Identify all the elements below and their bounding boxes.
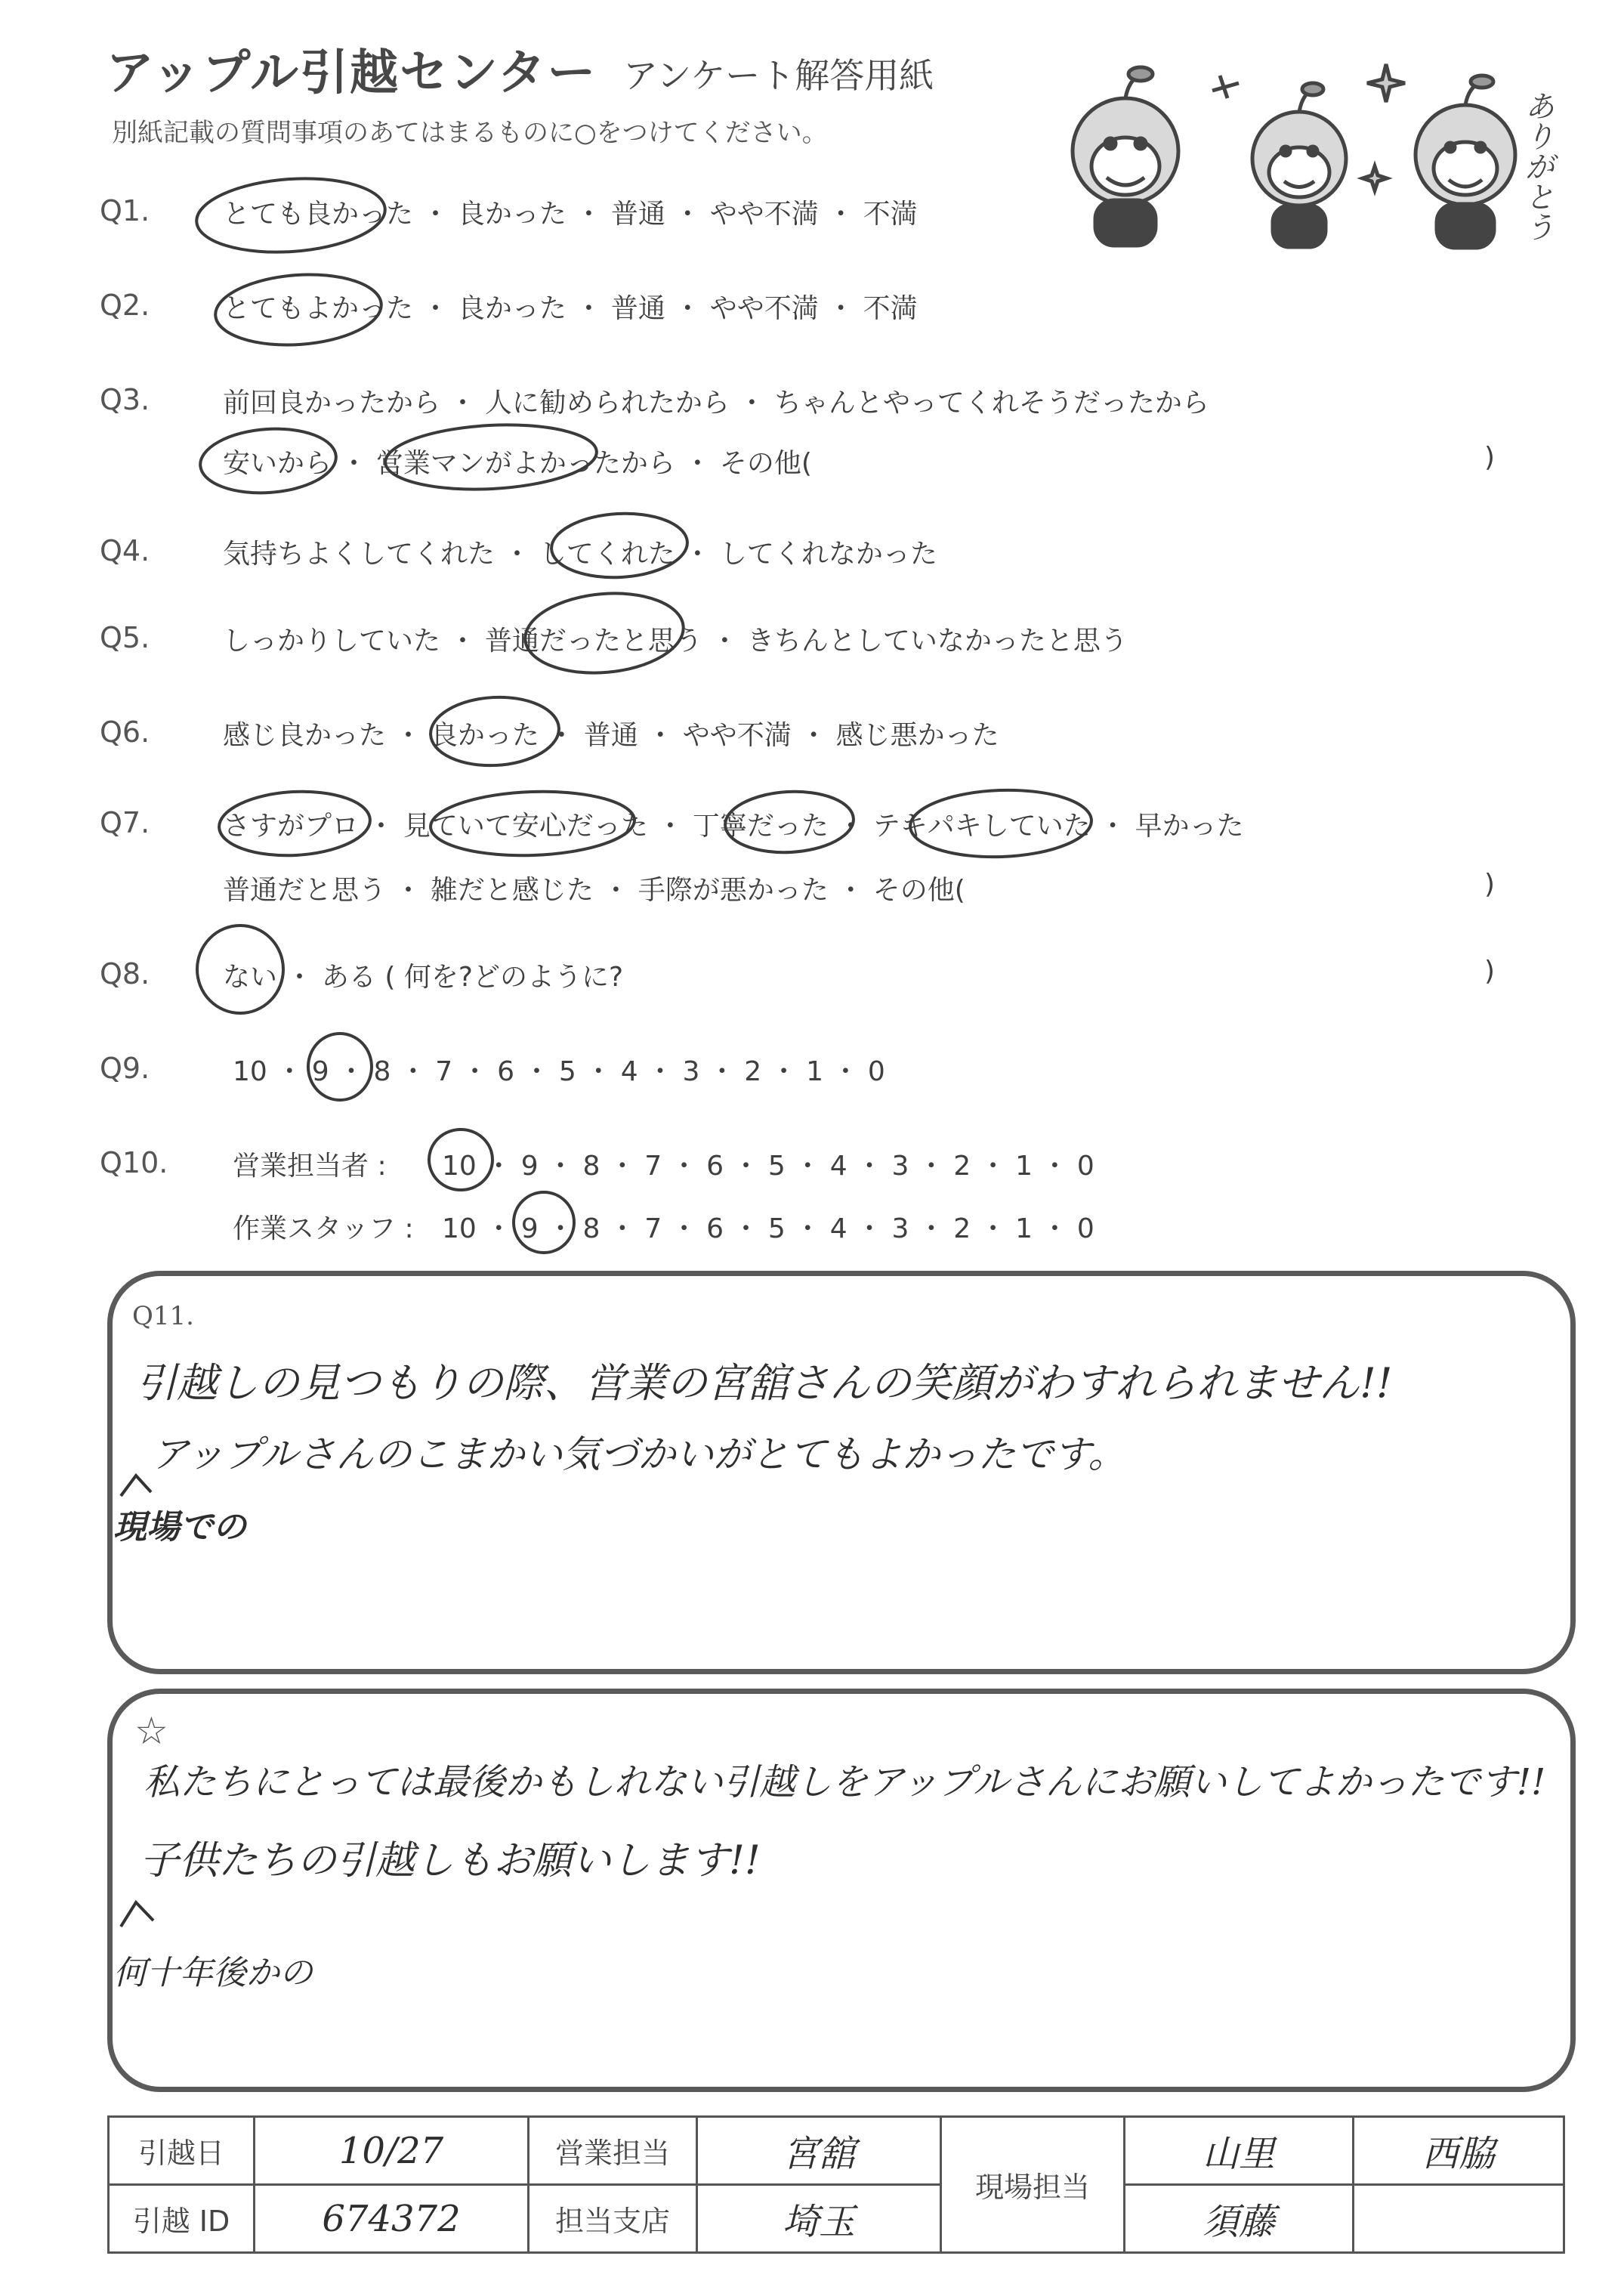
rating-option[interactable]: 9 bbox=[520, 1151, 539, 1182]
answer-option[interactable]: 感じ悪かった bbox=[835, 720, 999, 751]
option-separator: ・ bbox=[391, 1056, 436, 1087]
rating-option[interactable]: 3 bbox=[891, 1151, 909, 1182]
rating-option[interactable]: 0 bbox=[1076, 1213, 1095, 1244]
answer-option[interactable]: 普通だと思う bbox=[223, 875, 387, 906]
question-label: Q10. bbox=[100, 1146, 168, 1179]
option-separator: ・ bbox=[785, 1213, 830, 1244]
option-separator: ・ bbox=[702, 626, 747, 657]
option-separator: ・ bbox=[823, 1056, 868, 1087]
question-label: Q7. bbox=[100, 806, 150, 839]
option-separator: ・ bbox=[593, 875, 638, 906]
answer-option[interactable]: ない bbox=[223, 962, 278, 993]
move-id-label: 引越 ID bbox=[109, 2185, 255, 2253]
option-separator: ・ bbox=[909, 1151, 954, 1182]
answer-option[interactable]: 人に勧められたから bbox=[484, 388, 730, 419]
option-separator: ・ bbox=[267, 1056, 312, 1087]
option-separator: ・ bbox=[724, 1213, 768, 1244]
field-staff-4 bbox=[1354, 2185, 1564, 2253]
rating-option[interactable]: 10 bbox=[442, 1213, 477, 1244]
answer-option[interactable]: 丁寧だった bbox=[692, 811, 829, 842]
answer-option[interactable]: 前回良かったから bbox=[223, 388, 441, 419]
rating-option[interactable]: 6 bbox=[706, 1151, 724, 1182]
option-separator: ・ bbox=[386, 720, 431, 751]
answer-option[interactable]: やや不満 bbox=[682, 720, 792, 751]
question-options-row bbox=[223, 869, 965, 907]
answer-option[interactable]: 見ていて安心だった bbox=[403, 811, 648, 842]
option-separator: ・ bbox=[1090, 811, 1135, 842]
option-separator: ・ bbox=[514, 1056, 559, 1087]
answer-option[interactable]: ちゃんとやってくれそうだったから bbox=[773, 388, 1209, 419]
answer-option[interactable]: しっかりしていた bbox=[223, 626, 441, 657]
closing-paren: ) bbox=[1484, 956, 1496, 987]
page-title: アップル引越センター bbox=[106, 45, 597, 101]
option-separator: ・ bbox=[647, 811, 693, 842]
option-separator: ・ bbox=[1032, 1151, 1077, 1182]
rating-option[interactable]: 1 bbox=[1015, 1213, 1033, 1244]
extra-comment-box bbox=[107, 1689, 1576, 2092]
monkey-mascots-illustration bbox=[1042, 45, 1571, 257]
sales-rep-label: 営業担当 bbox=[529, 2117, 697, 2185]
option-separator: ・ bbox=[828, 811, 873, 842]
answer-option[interactable]: 9 bbox=[311, 1056, 329, 1087]
option-separator: ・ bbox=[476, 1213, 521, 1244]
q11-comment-line-2: アップルさんのこまかい気づかいがとてもよかったです。 bbox=[151, 1432, 1126, 1476]
option-separator: ・ bbox=[359, 811, 403, 842]
rating-option[interactable]: 5 bbox=[767, 1151, 786, 1182]
rating-option[interactable]: 8 bbox=[582, 1151, 601, 1182]
rating-option[interactable]: 7 bbox=[644, 1151, 662, 1182]
option-separator: ・ bbox=[818, 293, 863, 324]
option-separator: ・ bbox=[724, 1151, 768, 1182]
answer-option[interactable]: 営業マンがよかったから bbox=[375, 448, 675, 479]
move-info-table bbox=[107, 2115, 1565, 2254]
answer-option[interactable]: 早かった bbox=[1135, 811, 1244, 842]
question-options-row bbox=[223, 193, 918, 231]
extra-comment-line-1: 私たちにとっては最後かもしれない引越しをアップルさんにお願いしてよかったです!! bbox=[144, 1761, 1546, 1803]
answer-option[interactable]: 不満 bbox=[863, 199, 918, 230]
option-separator: ・ bbox=[566, 199, 611, 230]
answer-option[interactable]: 雑だと感じた bbox=[430, 875, 594, 906]
option-separator: ・ bbox=[785, 1151, 830, 1182]
rating-option[interactable]: 1 bbox=[1015, 1151, 1033, 1182]
answer-option[interactable]: とても良かった bbox=[223, 199, 414, 230]
answer-option[interactable]: 5 bbox=[558, 1056, 576, 1087]
answer-option[interactable]: さすがプロ bbox=[223, 811, 360, 842]
answer-option[interactable]: 普通 bbox=[610, 293, 665, 324]
option-separator: ・ bbox=[662, 1151, 707, 1182]
page-subtitle: アンケート解答用紙 bbox=[623, 55, 934, 96]
answer-option[interactable]: 安いから bbox=[223, 448, 332, 479]
option-separator: ・ bbox=[665, 199, 710, 230]
option-separator: ・ bbox=[413, 293, 458, 324]
answer-option[interactable]: してくれた bbox=[539, 539, 675, 570]
extra-inserted-text: 何十年後かの bbox=[113, 1954, 313, 1992]
option-separator: ・ bbox=[791, 720, 836, 751]
closing-paren: ) bbox=[1484, 869, 1496, 900]
option-separator: ・ bbox=[413, 199, 458, 230]
answer-option[interactable]: 感じ良かった bbox=[223, 720, 387, 751]
option-separator: ・ bbox=[538, 1151, 583, 1182]
answer-option[interactable]: 良かった bbox=[430, 720, 539, 751]
option-separator: ・ bbox=[539, 720, 584, 751]
move-id-value: 674372 bbox=[255, 2185, 529, 2253]
question-options-row bbox=[223, 714, 999, 752]
question-options-row bbox=[223, 533, 937, 571]
rating-option[interactable]: 8 bbox=[582, 1213, 601, 1244]
question-options-row bbox=[223, 442, 812, 481]
option-separator: ・ bbox=[729, 388, 774, 419]
option-separator: ・ bbox=[847, 1151, 892, 1182]
answer-option[interactable]: 手際が悪かった bbox=[638, 875, 829, 906]
answer-option[interactable]: 良かった bbox=[457, 199, 567, 230]
rating-option[interactable]: 4 bbox=[829, 1151, 848, 1182]
answer-option[interactable]: 普通だったと思う bbox=[484, 626, 702, 657]
option-separator: ・ bbox=[675, 539, 720, 570]
rating-option[interactable]: 10 bbox=[442, 1151, 477, 1182]
field-staff-2: 西脇 bbox=[1354, 2117, 1564, 2185]
answer-option[interactable]: してくれなかった bbox=[719, 539, 937, 570]
option-separator: ・ bbox=[1032, 1213, 1077, 1244]
option-separator: ・ bbox=[329, 1056, 374, 1087]
answer-option[interactable]: 良かった bbox=[457, 293, 567, 324]
option-separator: ・ bbox=[828, 875, 873, 906]
answer-option[interactable]: その他( bbox=[719, 448, 812, 479]
branch-value: 埼玉 bbox=[697, 2185, 941, 2253]
q11-label: Q11. bbox=[132, 1301, 194, 1331]
rating-option[interactable]: 6 bbox=[706, 1213, 724, 1244]
rating-option[interactable]: 0 bbox=[1076, 1151, 1095, 1182]
question-label: Q2. bbox=[100, 289, 150, 322]
question-label: Q4. bbox=[100, 534, 150, 567]
rating-scale bbox=[442, 1145, 1095, 1183]
rating-row-label: 営業担当者 : bbox=[233, 1151, 387, 1182]
question-options-row bbox=[223, 956, 623, 994]
option-separator: ・ bbox=[386, 875, 431, 906]
answer-option[interactable]: 6 bbox=[497, 1056, 514, 1087]
rating-option[interactable]: 7 bbox=[644, 1213, 662, 1244]
answer-option[interactable]: やや不満 bbox=[709, 293, 819, 324]
question-options-row bbox=[223, 287, 918, 326]
rating-option[interactable]: 4 bbox=[829, 1213, 848, 1244]
option-separator: ・ bbox=[600, 1213, 645, 1244]
answer-option[interactable]: 不満 bbox=[863, 293, 918, 324]
rating-option[interactable]: 2 bbox=[953, 1151, 971, 1182]
question-label: Q8. bbox=[100, 957, 150, 990]
answer-option[interactable]: とてもよかった bbox=[223, 293, 414, 324]
answer-option[interactable]: 4 bbox=[620, 1056, 638, 1087]
q11-inserted-text: 現場での bbox=[113, 1508, 246, 1547]
caret-mark-icon bbox=[117, 1469, 162, 1500]
rating-row-label: 作業スタッフ : bbox=[233, 1213, 414, 1244]
extra-comment-line-2: 子供たちの引越しもお願いします!! bbox=[140, 1838, 761, 1884]
option-separator: ・ bbox=[818, 199, 863, 230]
question-label: Q1. bbox=[100, 194, 150, 227]
answer-option[interactable]: 7 bbox=[435, 1056, 453, 1087]
question-options-row bbox=[223, 620, 1128, 658]
option-separator: ・ bbox=[440, 388, 485, 419]
option-separator: ・ bbox=[638, 1056, 683, 1087]
answer-option[interactable]: 8 bbox=[373, 1056, 391, 1087]
answer-option[interactable]: 0 bbox=[867, 1056, 885, 1087]
field-staff-1: 山里 bbox=[1125, 2117, 1354, 2185]
option-separator: ・ bbox=[761, 1056, 807, 1087]
field-staff-label: 現場担当 bbox=[941, 2117, 1125, 2253]
answer-option[interactable]: 普通 bbox=[610, 199, 665, 230]
option-separator: ・ bbox=[971, 1151, 1016, 1182]
star-icon: ☆ bbox=[134, 1709, 168, 1753]
field-staff-3: 須藤 bbox=[1125, 2185, 1354, 2253]
answer-option[interactable]: ある ( 何を?どのように? bbox=[321, 962, 624, 993]
question-label: Q9. bbox=[100, 1052, 150, 1085]
answer-option[interactable]: テキパキしていた bbox=[872, 811, 1091, 842]
option-separator: ・ bbox=[538, 1213, 583, 1244]
option-separator: ・ bbox=[332, 448, 376, 479]
option-separator: ・ bbox=[600, 1151, 645, 1182]
question-label: Q3. bbox=[100, 383, 150, 416]
answer-option[interactable]: 3 bbox=[682, 1056, 700, 1087]
answer-option[interactable]: その他( bbox=[872, 875, 965, 906]
rating-scale bbox=[442, 1207, 1095, 1246]
option-separator: ・ bbox=[495, 539, 539, 570]
answer-option[interactable]: 普通 bbox=[583, 720, 638, 751]
option-separator: ・ bbox=[662, 1213, 707, 1244]
rating-option[interactable]: 2 bbox=[953, 1213, 971, 1244]
answer-option[interactable]: 10 bbox=[233, 1056, 267, 1087]
move-date-label: 引越日 bbox=[109, 2117, 255, 2185]
option-separator: ・ bbox=[909, 1213, 954, 1244]
answer-option[interactable]: 2 bbox=[744, 1056, 762, 1087]
q11-comment-line-1: 引越しの見つもりの際、営業の宮舘さんの笑顔がわすれられません!! bbox=[136, 1359, 1393, 1407]
question-label: Q6. bbox=[100, 715, 150, 749]
thank-you-text: ありがとう bbox=[1520, 91, 1555, 242]
question-options-row bbox=[223, 382, 1209, 420]
option-separator: ・ bbox=[566, 293, 611, 324]
option-separator: ・ bbox=[971, 1213, 1016, 1244]
answer-option[interactable]: 1 bbox=[806, 1056, 823, 1087]
sales-rep-value: 宮舘 bbox=[697, 2117, 941, 2185]
option-separator: ・ bbox=[476, 1151, 521, 1182]
answer-option[interactable]: きちんとしていなかったと思う bbox=[746, 626, 1128, 657]
instruction-text: 別紙記載の質問事項のあてはまるものに○をつけてください。 bbox=[112, 118, 828, 148]
option-separator: ・ bbox=[440, 626, 485, 657]
option-separator: ・ bbox=[675, 448, 720, 479]
option-separator: ・ bbox=[452, 1056, 498, 1087]
rating-option[interactable]: 5 bbox=[767, 1213, 786, 1244]
caret-mark-icon bbox=[117, 1896, 162, 1930]
answer-option[interactable]: やや不満 bbox=[709, 199, 819, 230]
branch-label: 担当支店 bbox=[529, 2185, 697, 2253]
rating-option[interactable]: 9 bbox=[520, 1213, 539, 1244]
option-separator: ・ bbox=[576, 1056, 621, 1087]
option-separator: ・ bbox=[277, 962, 322, 993]
option-separator: ・ bbox=[847, 1213, 892, 1244]
option-separator: ・ bbox=[638, 720, 683, 751]
rating-option[interactable]: 3 bbox=[891, 1213, 909, 1244]
move-date-value: 10/27 bbox=[255, 2117, 529, 2185]
question-label: Q5. bbox=[100, 621, 150, 654]
option-separator: ・ bbox=[699, 1056, 745, 1087]
closing-paren: ) bbox=[1484, 442, 1496, 473]
question-options-row bbox=[233, 1050, 885, 1089]
answer-option[interactable]: 気持ちよくしてくれた bbox=[223, 539, 496, 570]
option-separator: ・ bbox=[665, 293, 710, 324]
question-options-row bbox=[223, 805, 1244, 843]
